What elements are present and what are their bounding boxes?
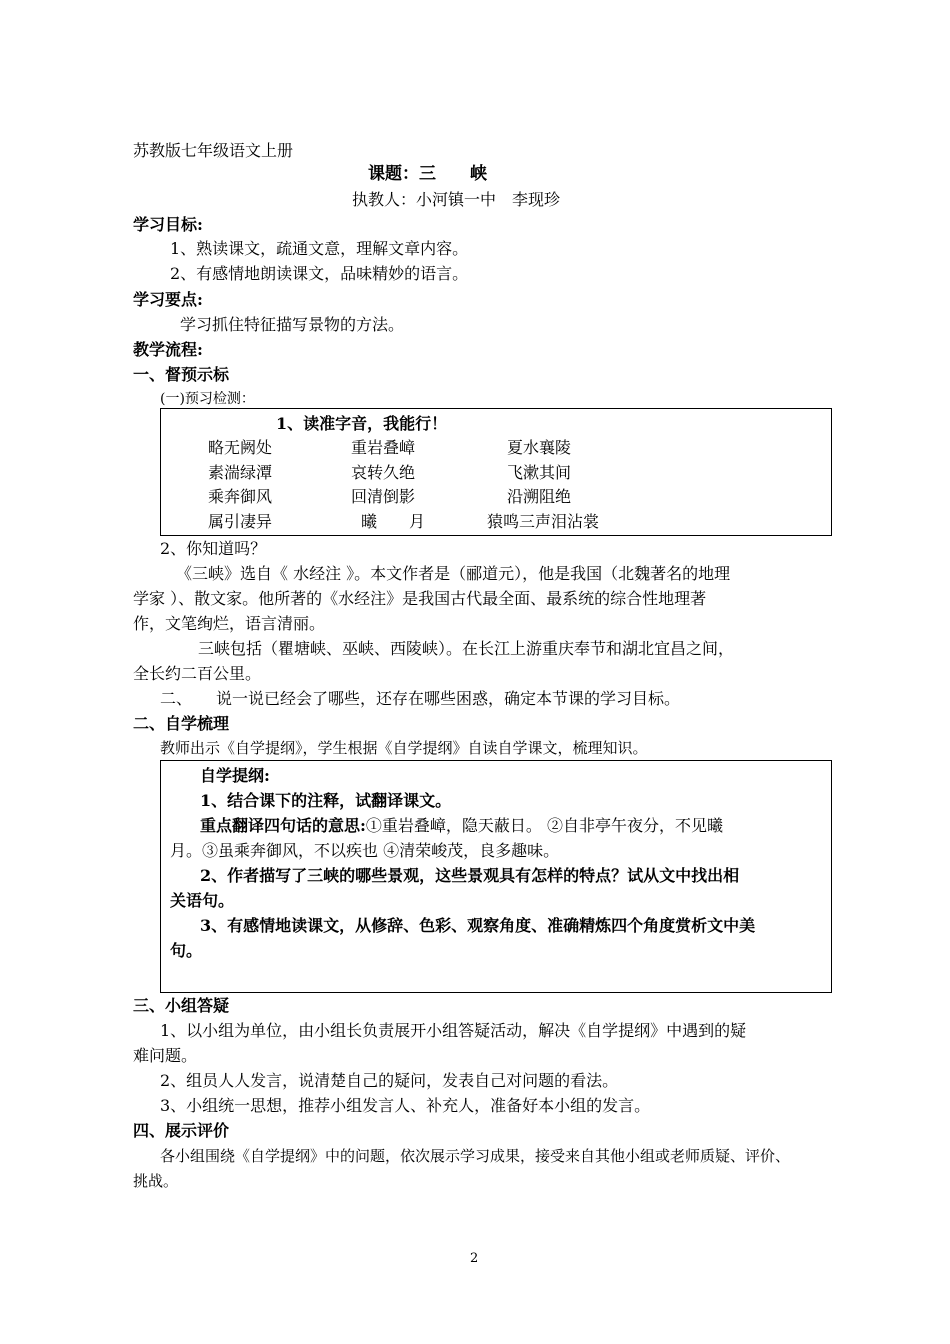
goals-heading: 学习目标: xyxy=(133,215,203,234)
word-cell: 沿溯阻绝 xyxy=(507,487,572,506)
section4-paragraph-line-1: 各小组围绕《自学提纲》中的问题，依次展示学习成果，接受来自其他小组或老师质疑、评价、 xyxy=(160,1147,791,1165)
section1-sub: (一)预习检测： xyxy=(160,391,255,407)
word-cell: 回清倒影 xyxy=(351,487,416,506)
outline-item-1: 1、结合课下的注释，试翻译课文。 xyxy=(200,791,452,810)
section4-paragraph-line-2: 挑战。 xyxy=(133,1172,179,1190)
section3-heading: 三、小组答疑 xyxy=(133,996,230,1015)
word-cell: 属引凄异 xyxy=(208,512,273,531)
keypoints-heading: 学习要点: xyxy=(133,290,203,309)
gorges-paragraph-line-2: 全长约二百公里。 xyxy=(133,664,262,683)
flow-heading: 教学流程: xyxy=(133,340,203,359)
study-outline-box xyxy=(160,760,832,993)
word-cell: 曦 月 xyxy=(361,512,426,531)
outline-item-3-line-1: 3、有感情地读课文，从修辞、色彩、观察角度、准确精炼四个角度赏析文中美 xyxy=(200,916,756,935)
discussion-prompt: 二、 说一说已经会了哪些，还存在哪些困惑，确定本节课的学习目标。 xyxy=(160,689,681,708)
source-paragraph-line-1: 《三峡》选自《 水经注 》。本文作者是（郦道元），他是我国（北魏著名的地理 xyxy=(176,564,731,583)
gorges-paragraph-line-1: 三峡包括（瞿塘峡、巫峡、西陵峡）。在长江上游重庆奉节和湖北宜昌之间， xyxy=(198,639,735,658)
pronunciation-box xyxy=(160,408,832,536)
word-cell: 哀转久绝 xyxy=(351,463,416,482)
goal-item-2: 2、有感情地朗读课文，品味精妙的语言。 xyxy=(170,264,469,283)
outline-heading: 自学提纲: xyxy=(200,766,270,785)
book-title: 苏教版七年级语文上册 xyxy=(133,141,294,160)
section2-intro: 教师出示《自学提纲》，学生根据《自学提纲》自读自学课文，梳理知识。 xyxy=(160,739,648,757)
outline-item-3-line-2: 句。 xyxy=(170,941,203,960)
section3-item-2: 2、组员人人发言，说清楚自己的疑问，发表自己对问题的看法。 xyxy=(160,1071,619,1090)
outline-item-2-line-1: 2、作者描写了三峡的哪些景观，这些景观具有怎样的特点？试从文中找出相 xyxy=(200,866,740,885)
pronunciation-box-title: 1、读准字音，我能行！ xyxy=(276,414,448,433)
word-cell: 猿鸣三声泪沾裳 xyxy=(487,512,600,531)
question-2: 2、你知道吗？ xyxy=(160,539,267,558)
word-cell: 乘奔御风 xyxy=(208,487,273,506)
section3-item-1-line-1: 1、以小组为单位，由小组长负责展开小组答疑活动，解决《自学提纲》中遇到的疑 xyxy=(160,1021,747,1040)
lesson-title: 课题：三 峡 xyxy=(368,164,487,184)
section3-item-3: 3、小组统一思想，推荐小组发言人、补充人，准备好本小组的发言。 xyxy=(160,1096,651,1115)
outline-item-1b-label: 重点翻译四句话的意思: xyxy=(200,816,366,835)
source-paragraph-line-3: 作，文笔绚烂，语言清丽。 xyxy=(133,614,326,633)
section4-heading: 四、展示评价 xyxy=(133,1121,230,1140)
teacher-line: 执教人：小河镇一中 李现珍 xyxy=(352,190,561,209)
word-cell: 夏水襄陵 xyxy=(507,438,572,457)
page-number: 2 xyxy=(470,1251,479,1266)
section3-item-1-line-2: 难问题。 xyxy=(133,1046,198,1065)
word-cell: 略无阙处 xyxy=(208,438,273,457)
keypoints-text: 学习抓住特征描写景物的方法。 xyxy=(180,315,405,334)
source-paragraph-line-2: 学家 ）、散文家。他所著的《水经注》是我国古代最全面、最系统的综合性地理著 xyxy=(133,589,707,608)
outline-item-1b-line-2: 月。③虽乘奔御风，不以疾也 ④清荣峻茂，良多趣味。 xyxy=(170,841,560,860)
outline-item-1b-line-1 xyxy=(200,815,723,837)
outline-item-2-line-2: 关语句。 xyxy=(170,891,235,910)
word-cell: 飞漱其间 xyxy=(507,463,572,482)
word-cell: 素湍绿潭 xyxy=(208,463,273,482)
outline-item-1b-text: ①重岩叠嶂，隐天蔽日。 ②自非亭午夜分，不见曦 xyxy=(365,816,724,835)
section1-heading: 一、督预示标 xyxy=(133,365,230,384)
section2-heading: 二、自学梳理 xyxy=(133,714,230,733)
word-cell: 重岩叠嶂 xyxy=(351,438,416,457)
goal-item-1: 1、熟读课文，疏通文意，理解文章内容。 xyxy=(170,239,469,258)
